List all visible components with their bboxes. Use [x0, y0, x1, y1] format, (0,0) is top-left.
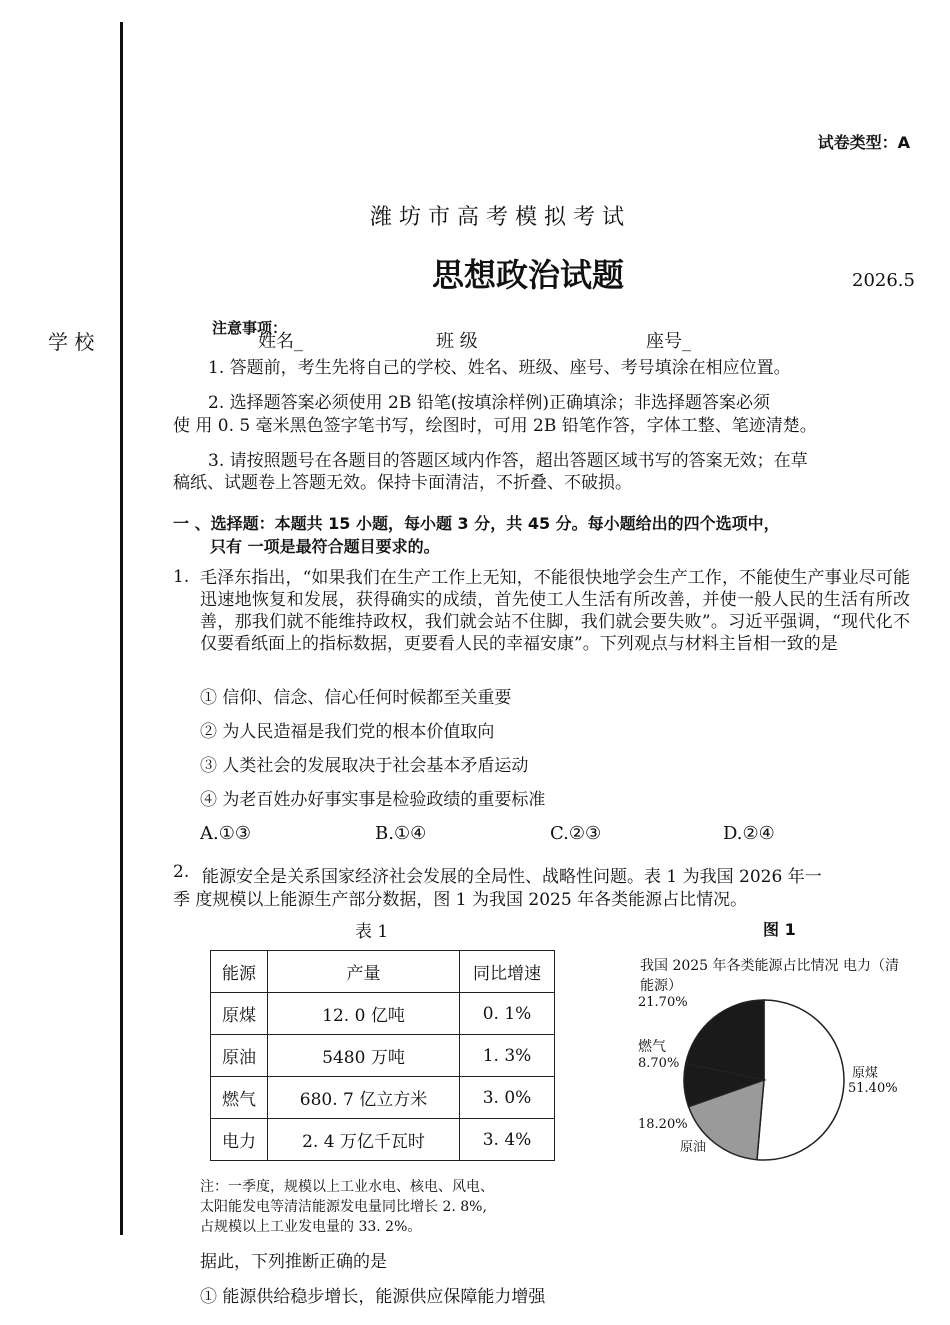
subject-title: 思想政治试题	[432, 256, 625, 294]
chart-title-row	[640, 955, 950, 975]
table-caption: 表 1	[355, 922, 389, 942]
binding-school: 学 校	[48, 330, 95, 354]
q1-choice-b: B.①④	[375, 823, 427, 844]
q1-option-3: ③ 人类社会的发展取决于社会基本矛盾运动	[200, 756, 529, 776]
chart-label-electric: 电力（清	[842, 958, 899, 974]
table-cell: 1. 3%	[460, 1035, 555, 1077]
binding-line	[120, 22, 123, 1235]
table-header-cell: 同比增速	[460, 951, 555, 993]
binding-class: 班 级	[436, 331, 478, 352]
chart-pct-coal: 51.40%	[848, 1081, 898, 1096]
table-cell: 2. 4 万亿千瓦时	[268, 1119, 460, 1161]
q1-option-2: ② 为人民造福是我们党的根本价值取向	[200, 722, 495, 742]
notice-item-2b: 使 用 0. 5 毫米黑色签字笔书写，绘图时，可用 2B 铅笔作答，字体工整、笔迹清楚。	[173, 416, 817, 436]
q2-stem-line2: 季 度规模以上能源生产部分数据，图 1 为我国 2025 年各类能源占比情况。	[173, 890, 748, 910]
exam-date: 2026.5	[852, 270, 915, 291]
table-cell: 原油	[211, 1035, 268, 1077]
q1-choice-c: C.②③	[550, 823, 602, 844]
table-note-line2: 太阳能发电等清洁能源发电量同比增长 2. 8%,	[200, 1199, 487, 1215]
table-note-line3: 占规模以上工业发电量的 33. 2%。	[200, 1219, 422, 1235]
q2-number: 2.	[173, 862, 190, 882]
chart-title: 我国 2025 年各类能源占比情况	[640, 958, 839, 974]
chart-pct-electric: 21.70%	[638, 995, 688, 1010]
exam-name: 潍 坊 市 高 考 模 拟 考 试	[370, 205, 624, 230]
table-row	[211, 1119, 555, 1161]
table-header-cell: 产量	[268, 951, 460, 993]
paper-type: 试卷类型：A	[817, 133, 910, 152]
table-cell: 5480 万吨	[268, 1035, 460, 1077]
binding-seat: 座号_	[646, 331, 691, 352]
notice-item-1: 1. 答题前，考生先将自己的学校、姓名、班级、座号、考号填涂在相应位置。	[208, 358, 791, 378]
chart-label-coal: 原煤	[852, 1066, 879, 1081]
q2-lead: 据此，下列推断正确的是	[200, 1252, 387, 1272]
q1-choice-d: D.②④	[723, 823, 775, 844]
notice-item-3b: 稿纸、试题卷上答题无效。保持卡面清洁，不折叠、不破损。	[173, 473, 632, 493]
table-cell: 3. 0%	[460, 1077, 555, 1119]
q2-stem-line1: 能源安全是关系国家经济社会发展的全局性、战略性问题。表 1 为我国 2026 年一	[202, 867, 822, 887]
table-header-cell: 能源	[211, 951, 268, 993]
table-row	[211, 1077, 555, 1119]
table-row	[211, 993, 555, 1035]
pie-slice-原煤	[757, 1000, 844, 1160]
q2-option-1: ① 能源供给稳步增长，能源供应保障能力增强	[200, 1287, 546, 1307]
table-note-line1: 注：一季度，规模以上工业水电、核电、风电、	[200, 1179, 494, 1195]
energy-pie-chart	[682, 998, 846, 1162]
table-cell: 燃气	[211, 1077, 268, 1119]
chart-label-gas: 燃气	[638, 1039, 666, 1055]
notice-item-3a: 3. 请按照题号在各题目的答题区域内作答，超出答题区域书写的答案无效；在草	[208, 451, 808, 471]
table-cell: 12. 0 亿吨	[268, 993, 460, 1035]
table-cell: 0. 1%	[460, 993, 555, 1035]
table-cell: 680. 7 亿立方米	[268, 1077, 460, 1119]
q1-stem: 毛泽东指出，“如果我们在生产工作上无知，不能很快地学会生产工作，不能使生产事业尽可能迅速地恢复和发展，获得确实的成绩，首先使工人生活有所改善，并使一般人民的生活有所改善，那我们就不能维持政权，我们就会站不住脚，我们就会要失败”。习近平强调，“现代化不仅要看纸面上的指标数据，更要看人民的幸福安康”。下列观点与材料主旨相一致的是	[200, 568, 910, 654]
table-row	[211, 1035, 555, 1077]
chart-pct-gas: 8.70%	[638, 1056, 680, 1071]
chart-pct-oil: 18.20%	[638, 1117, 688, 1132]
q1-number: 1.	[173, 567, 190, 587]
table-cell: 原煤	[211, 993, 268, 1035]
q1-option-1: ① 信仰、信念、信心任何时候都至关重要	[200, 688, 512, 708]
table-cell: 3. 4%	[460, 1119, 555, 1161]
table-cell: 电力	[211, 1119, 268, 1161]
chart-label-oil: 原油	[680, 1140, 707, 1155]
chart-label-electric-2: 能源）	[640, 978, 682, 994]
table-header-row	[211, 951, 555, 993]
binding-name: 姓名_	[258, 331, 303, 352]
q1-choice-a: A.①③	[200, 823, 251, 844]
energy-table	[210, 950, 555, 1161]
section1-title-line1: 一 、选择题：本题共 15 小题，每小题 3 分，共 45 分。每小题给出的四个选项中，	[173, 514, 780, 533]
notice-item-2a: 2. 选择题答案必须使用 2B 铅笔(按填涂样例)正确填涂；非选择题答案必须	[208, 393, 771, 413]
notice-title: 注意事项：	[212, 319, 288, 337]
figure-caption: 图 1	[763, 920, 796, 939]
section1-title-line2: 只有 一项是最符合题目要求的。	[210, 537, 440, 556]
q1-option-4: ④ 为老百姓办好事实事是检验政绩的重要标准	[200, 790, 546, 810]
